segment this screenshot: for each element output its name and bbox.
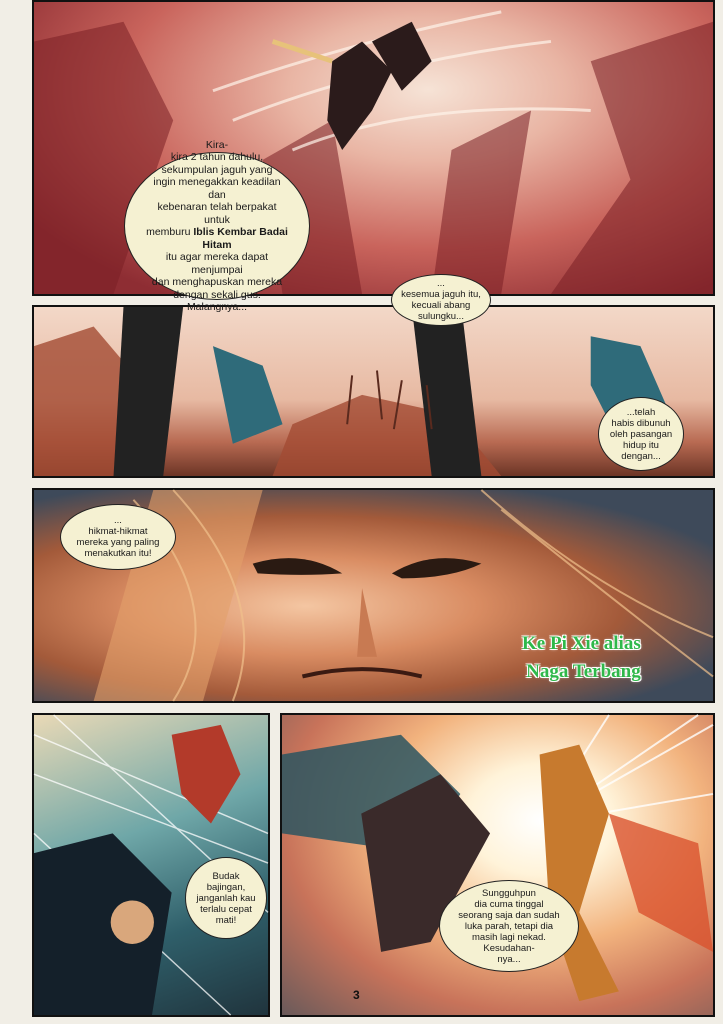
panel-3 xyxy=(32,488,715,703)
speech-bubble-2: ... kesemua jaguh itu, kecuali abang sulungku... xyxy=(391,274,491,326)
speech-bubble-narration-1: Kira- kira 2 tahun dahulu, sekumpulan jaguh yang ingin menegakkan keadilan dan kebenaran telah berpakat untuk memburu Iblis Kembar Badai Hitam itu agar mereka dapat menjumpai dan menghapuskan mereka dengan sekali gus. Malangnya... xyxy=(124,152,310,300)
character-name-caption: Ke Pi Xie alias Naga Terbang xyxy=(522,633,641,682)
page-number: 3 xyxy=(353,988,360,1002)
panel-2 xyxy=(32,278,715,478)
speech-bubble-6: Sungguhpun dia cuma tinggal seorang saja dan sudah luka parah, tetapi dia masih lagi nekad. Kesudahan- nya... xyxy=(439,880,579,972)
speech-bubble-5: Budak bajingan, janganlah kau terlalu cepat mati! xyxy=(185,857,267,939)
speech-bubble-3: ...telah habis dibunuh oleh pasangan hidup itu dengan... xyxy=(598,397,684,471)
speech-bubble-4: ... hikmat-hikmat mereka yang paling menakutkan itu! xyxy=(60,504,176,570)
panel-5 xyxy=(280,713,715,1017)
panel-4 xyxy=(32,713,270,1017)
